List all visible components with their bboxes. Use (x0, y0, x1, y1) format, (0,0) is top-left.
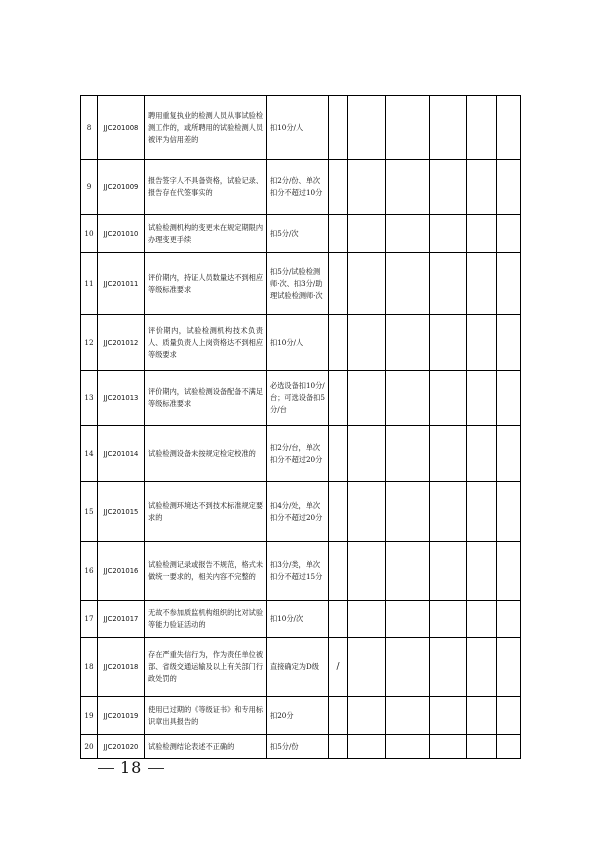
blank-cell (497, 315, 521, 371)
item-penalty: 扣5分/份 (267, 735, 329, 759)
item-code: JJC201010 (98, 215, 145, 253)
row-number: 19 (81, 697, 98, 735)
row-number: 12 (81, 315, 98, 371)
table-row (81, 253, 521, 315)
blank-cell (497, 426, 521, 482)
blank-cell (348, 542, 386, 601)
item-mark (329, 160, 348, 215)
blank-cell (467, 601, 497, 638)
item-description: 使用已过期的《等级证书》和专用标识章出具报告的 (145, 697, 267, 735)
blank-cell (386, 542, 430, 601)
table-row (81, 697, 521, 735)
row-number: 10 (81, 215, 98, 253)
table-row (81, 315, 521, 371)
blank-cell (497, 735, 521, 759)
row-number: 18 (81, 638, 98, 697)
blank-cell (497, 160, 521, 215)
footer-dash-right (148, 768, 164, 769)
blank-cell (348, 697, 386, 735)
blank-cell (497, 253, 521, 315)
item-description: 评价期内，试验检测设备配备不满足等级标准要求 (145, 371, 267, 426)
blank-cell (430, 96, 467, 160)
item-penalty: 扣3分/类，单次扣分不超过15分 (267, 542, 329, 601)
blank-cell (386, 96, 430, 160)
table-body (81, 96, 521, 759)
item-code: JJC201018 (98, 638, 145, 697)
table-row (81, 542, 521, 601)
item-code: JJC201016 (98, 542, 145, 601)
item-mark (329, 96, 348, 160)
item-penalty: 扣10分/次 (267, 601, 329, 638)
blank-cell (467, 253, 497, 315)
item-code: JJC201020 (98, 735, 145, 759)
blank-cell (386, 215, 430, 253)
item-code: JJC201008 (98, 96, 145, 160)
blank-cell (348, 253, 386, 315)
blank-cell (430, 697, 467, 735)
item-description: 试验检测设备未按规定检定校准的 (145, 426, 267, 482)
table-row (81, 426, 521, 482)
item-code: JJC201014 (98, 426, 145, 482)
table-row (81, 638, 521, 697)
blank-cell (348, 371, 386, 426)
blank-cell (467, 215, 497, 253)
blank-cell (430, 253, 467, 315)
blank-cell (467, 160, 497, 215)
blank-cell (467, 542, 497, 601)
blank-cell (386, 482, 430, 542)
table-row (81, 735, 521, 759)
row-number: 11 (81, 253, 98, 315)
blank-cell (386, 638, 430, 697)
blank-cell (430, 215, 467, 253)
blank-cell (348, 735, 386, 759)
blank-cell (497, 482, 521, 542)
blank-cell (467, 697, 497, 735)
blank-cell (348, 426, 386, 482)
item-mark (329, 371, 348, 426)
blank-cell (348, 638, 386, 697)
item-penalty: 扣5分/试验检测师·次、扣3分/助理试验检测师·次 (267, 253, 329, 315)
item-mark (329, 735, 348, 759)
blank-cell (467, 371, 497, 426)
blank-cell (348, 482, 386, 542)
blank-cell (497, 96, 521, 160)
item-code: JJC201012 (98, 315, 145, 371)
item-description: 试验检测结论表述不正确的 (145, 735, 267, 759)
item-description: 无故不参加质监机构组织的比对试验等能力验证活动的 (145, 601, 267, 638)
blank-cell (430, 315, 467, 371)
item-description: 聘用重复执业的检测人员从事试验检测工作的，或所聘用的试验检测人员被评为信用差的 (145, 96, 267, 160)
blank-cell (386, 426, 430, 482)
blank-cell (497, 638, 521, 697)
blank-cell (467, 96, 497, 160)
blank-cell (430, 638, 467, 697)
item-penalty: 扣10分/人 (267, 315, 329, 371)
item-description: 试验检测环境达不到技术标准规定要求的 (145, 482, 267, 542)
item-code: JJC201015 (98, 482, 145, 542)
item-mark (329, 315, 348, 371)
table-row (81, 215, 521, 253)
item-description: 存在严重失信行为，作为责任单位被部、省级交通运输及以上有关部门行政处罚的 (145, 638, 267, 697)
blank-cell (430, 482, 467, 542)
blank-cell (348, 160, 386, 215)
item-description: 试验检测记录或报告不规范，格式未做统一要求的，相关内容不完整的 (145, 542, 267, 601)
item-mark (329, 426, 348, 482)
blank-cell (430, 160, 467, 215)
item-penalty: 必选设备扣10分/台；可选设备扣5分/台 (267, 371, 329, 426)
blank-cell (430, 601, 467, 638)
blank-cell (430, 735, 467, 759)
blank-cell (348, 215, 386, 253)
blank-cell (430, 371, 467, 426)
page-footer (92, 758, 170, 777)
blank-cell (386, 253, 430, 315)
blank-cell (386, 601, 430, 638)
table-row (81, 482, 521, 542)
table-row (81, 601, 521, 638)
row-number: 9 (81, 160, 98, 215)
blank-cell (497, 371, 521, 426)
blank-cell (497, 601, 521, 638)
blank-cell (430, 426, 467, 482)
table-row (81, 96, 521, 160)
table-row (81, 160, 521, 215)
blank-cell (348, 315, 386, 371)
row-number: 8 (81, 96, 98, 160)
item-penalty: 扣2分/份、单次扣分不超过10分 (267, 160, 329, 215)
item-description: 评价期内，持证人员数量达不到相应等级标准要求 (145, 253, 267, 315)
item-description: 报告签字人不具备资格，试验记录、报告存在代签事实的 (145, 160, 267, 215)
blank-cell (467, 315, 497, 371)
footer-dash-left (98, 768, 114, 769)
blank-cell (467, 735, 497, 759)
item-mark (329, 697, 348, 735)
blank-cell (497, 542, 521, 601)
row-number: 13 (81, 371, 98, 426)
score-table (80, 95, 521, 759)
row-number: 15 (81, 482, 98, 542)
item-code: JJC201009 (98, 160, 145, 215)
blank-cell (386, 697, 430, 735)
item-description: 评价期内，试验检测机构技术负责人、质量负责人上岗资格达不到相应等级要求 (145, 315, 267, 371)
item-mark (329, 542, 348, 601)
item-code: JJC201013 (98, 371, 145, 426)
item-penalty: 扣5分/次 (267, 215, 329, 253)
item-code: JJC201019 (98, 697, 145, 735)
blank-cell (467, 482, 497, 542)
row-number: 17 (81, 601, 98, 638)
item-mark (329, 215, 348, 253)
item-code: JJC201011 (98, 253, 145, 315)
blank-cell (497, 215, 521, 253)
blank-cell (386, 735, 430, 759)
blank-cell (430, 542, 467, 601)
item-mark (329, 601, 348, 638)
item-description: 试验检测机构的变更未在规定期限内办理变更手续 (145, 215, 267, 253)
item-mark: / (329, 638, 348, 697)
row-number: 14 (81, 426, 98, 482)
blank-cell (467, 638, 497, 697)
item-penalty: 扣20分 (267, 697, 329, 735)
blank-cell (497, 697, 521, 735)
item-penalty: 扣10分/人 (267, 96, 329, 160)
item-penalty: 直接确定为D级 (267, 638, 329, 697)
score-table-container (80, 95, 520, 759)
blank-cell (386, 315, 430, 371)
row-number: 20 (81, 735, 98, 759)
blank-cell (386, 371, 430, 426)
blank-cell (386, 160, 430, 215)
item-mark (329, 253, 348, 315)
table-row (81, 371, 521, 426)
item-mark (329, 482, 348, 542)
item-penalty: 扣4分/处，单次扣分不超过20分 (267, 482, 329, 542)
blank-cell (348, 96, 386, 160)
row-number: 16 (81, 542, 98, 601)
blank-cell (467, 426, 497, 482)
item-penalty: 扣2分/台，单次扣分不超过20分 (267, 426, 329, 482)
page-number: 18 (120, 758, 143, 777)
blank-cell (348, 601, 386, 638)
item-code: JJC201017 (98, 601, 145, 638)
